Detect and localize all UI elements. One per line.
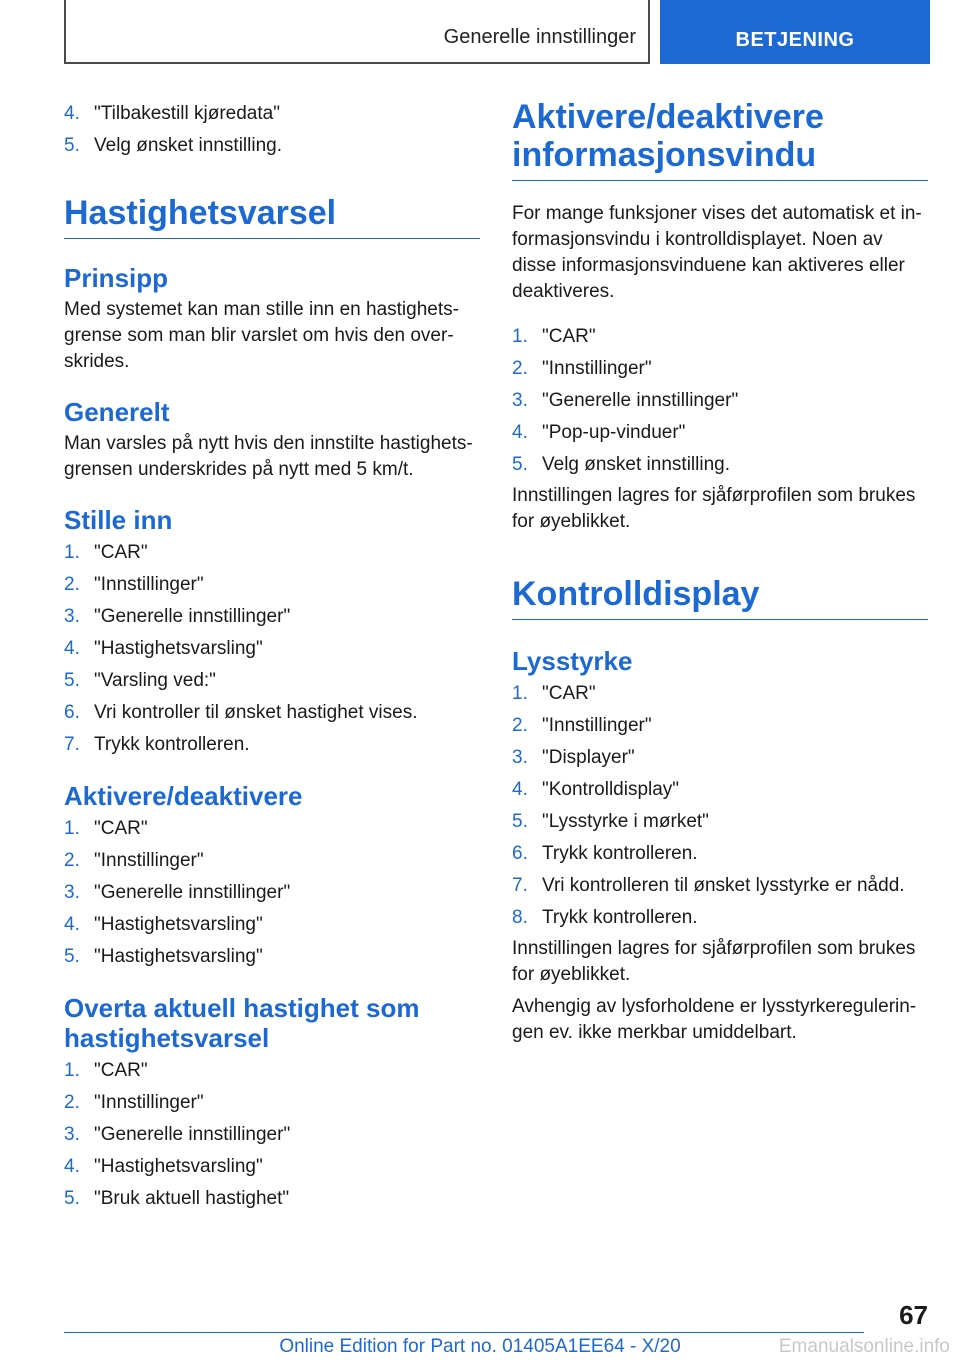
step-text: "CAR" (542, 326, 596, 347)
page-header (64, 0, 930, 64)
step-number: 4. (512, 422, 528, 443)
step-text: "Generelle innstillinger" (94, 882, 291, 903)
subheading-overta-aktuell-hastighet: Overta aktuell hastighet som hastighetsvarsel (64, 993, 420, 1053)
paragraph-generelt: Man varsles på nytt hvis den innstilte hastighets-grensen underskrides på nytt med 5 km/t. (64, 433, 473, 480)
list-item (64, 130, 480, 162)
step-number: 5. (64, 670, 80, 691)
step-text: Vri kontrolleren til ønsket lysstyrke er nådd. (542, 875, 905, 896)
section-heading-hastighetsvarsel: Hastighetsvarsel (64, 194, 480, 239)
step-number: 1. (64, 818, 80, 839)
aktivere-step-list (64, 813, 480, 973)
step-text: "Tilbakestill kjøredata" (94, 103, 280, 124)
header-chapter-tab: BETJENING (660, 0, 930, 64)
step-number: 6. (512, 843, 528, 864)
step-text: "CAR" (94, 542, 148, 563)
step-text: "Lysstyrke i mørket" (542, 811, 709, 832)
subheading-generelt: Generelt (64, 397, 170, 427)
list-item (64, 1055, 480, 1087)
page-number: 67 (899, 1300, 928, 1330)
paragraph-lysstyrke-saved: Innstillingen lagres for sjåførprofilen som brukes for øyeblikket. (512, 938, 916, 985)
step-text: "CAR" (94, 1060, 148, 1081)
step-text: Trykk kontrolleren. (94, 734, 250, 755)
step-text: Velg ønsket innstilling. (94, 135, 282, 156)
list-item (512, 742, 928, 774)
paragraph-lysstyrke-note: Avhengig av lysforholdene er lysstyrkeregulerin-gen ev. ikke merkbar umiddelbart. (512, 996, 917, 1043)
step-number: 7. (512, 875, 528, 896)
step-number: 5. (64, 946, 80, 967)
paragraph-info-saved: Innstillingen lagres for sjåførprofilen som brukes for øyeblikket. (512, 485, 916, 532)
list-item (512, 774, 928, 806)
stille-inn-step-list (64, 537, 480, 761)
list-item (512, 710, 928, 742)
step-text: "Pop-up-vinduer" (542, 422, 686, 443)
step-number: 3. (512, 390, 528, 411)
step-number: 5. (64, 1188, 80, 1209)
step-text: "CAR" (542, 683, 596, 704)
footer-watermark: Emanualsonline.info (778, 1336, 950, 1357)
left-column (64, 98, 480, 1215)
step-text: "Hastighetsvarsling" (94, 638, 263, 659)
header-frame (64, 0, 650, 64)
step-text: "Hastighetsvarsling" (94, 1156, 263, 1177)
list-item (64, 1087, 480, 1119)
step-number: 3. (64, 882, 80, 903)
step-text: "Hastighetsvarsling" (94, 946, 263, 967)
list-item (512, 449, 928, 481)
step-number: 2. (512, 715, 528, 736)
list-item (512, 806, 928, 838)
step-text: "Bruk aktuell hastighet" (94, 1188, 290, 1209)
section-heading-informasjonsvindu: Aktivere/deaktivere informasjonsvindu (512, 98, 928, 181)
list-item (64, 98, 480, 130)
step-text: Velg ønsket innstilling. (542, 454, 730, 475)
list-item (512, 385, 928, 417)
step-text: "Varsling ved:" (94, 670, 216, 691)
step-number: 2. (64, 850, 80, 871)
step-number: 4. (512, 779, 528, 800)
list-item (64, 569, 480, 601)
step-number: 3. (512, 747, 528, 768)
list-item (64, 845, 480, 877)
list-item (64, 537, 480, 569)
step-text: "Innstillinger" (94, 850, 204, 871)
list-item (64, 633, 480, 665)
step-text: "Innstillinger" (542, 358, 652, 379)
step-number: 8. (512, 907, 528, 928)
list-item (512, 902, 928, 934)
list-item (64, 909, 480, 941)
step-text: "Generelle innstillinger" (94, 606, 291, 627)
footer-divider (64, 1332, 864, 1333)
step-number: 1. (64, 1060, 80, 1081)
step-text: "Innstillinger" (94, 1092, 204, 1113)
step-text: Trykk kontrolleren. (542, 843, 698, 864)
step-number: 2. (64, 574, 80, 595)
list-item (64, 941, 480, 973)
step-text: "Generelle innstillinger" (94, 1124, 291, 1145)
step-text: "Kontrolldisplay" (542, 779, 680, 800)
step-number: 4. (64, 1156, 80, 1177)
step-number: 4. (64, 914, 80, 935)
step-number: 1. (512, 683, 528, 704)
list-item (512, 678, 928, 710)
step-text: "CAR" (94, 818, 148, 839)
step-number: 3. (64, 1124, 80, 1145)
step-number: 5. (512, 811, 528, 832)
step-number: 6. (64, 702, 80, 723)
list-item (512, 870, 928, 902)
list-item (64, 1151, 480, 1183)
step-number: 4. (64, 103, 80, 124)
section-heading-kontrolldisplay: Kontrolldisplay (512, 575, 928, 620)
paragraph-prinsipp: Med systemet kan man stille inn en hastighets-grense som man blir varslet om hvis den over-skrides. (64, 299, 459, 372)
lysstyrke-step-list (512, 678, 928, 934)
step-number: 5. (64, 135, 80, 156)
subheading-stille-inn: Stille inn (64, 505, 173, 535)
step-number: 4. (64, 638, 80, 659)
paragraph-informasjonsvindu: For mange funksjoner vises det automatisk et in-formasjonsvindu i kontrolldisplayet. Noen av disse informasjonsvinduene kan aktiveres eller deaktiveres. (512, 203, 922, 302)
list-item (512, 353, 928, 385)
right-column (512, 98, 928, 1046)
step-number: 2. (512, 358, 528, 379)
step-number: 1. (512, 326, 528, 347)
overta-step-list (64, 1055, 480, 1215)
subheading-aktivere-deaktivere: Aktivere/deaktivere (64, 781, 303, 811)
list-item (64, 601, 480, 633)
step-number: 1. (64, 542, 80, 563)
footer-edition: Online Edition for Part no. 01405A1EE64 - X/20 (279, 1336, 681, 1357)
list-item (64, 665, 480, 697)
list-item (64, 697, 480, 729)
step-number: 3. (64, 606, 80, 627)
intro-step-list (64, 98, 480, 162)
step-number: 7. (64, 734, 80, 755)
step-text: "Hastighetsvarsling" (94, 914, 263, 935)
info-step-list (512, 321, 928, 481)
list-item (64, 1119, 480, 1151)
step-text: "Innstillinger" (94, 574, 204, 595)
subheading-prinsipp: Prinsipp (64, 263, 169, 293)
list-item (512, 417, 928, 449)
step-text: Vri kontroller til ønsket hastighet vises. (94, 702, 418, 723)
step-text: Trykk kontrolleren. (542, 907, 698, 928)
list-item (64, 813, 480, 845)
step-text: "Displayer" (542, 747, 635, 768)
step-text: "Innstillinger" (542, 715, 652, 736)
list-item (512, 321, 928, 353)
list-item (64, 877, 480, 909)
list-item (64, 729, 480, 761)
step-number: 5. (512, 454, 528, 475)
step-number: 2. (64, 1092, 80, 1113)
header-section-title: Generelle innstillinger (443, 26, 636, 48)
list-item (64, 1183, 480, 1215)
step-text: "Generelle innstillinger" (542, 390, 739, 411)
subheading-lysstyrke: Lysstyrke (512, 646, 633, 676)
list-item (512, 838, 928, 870)
